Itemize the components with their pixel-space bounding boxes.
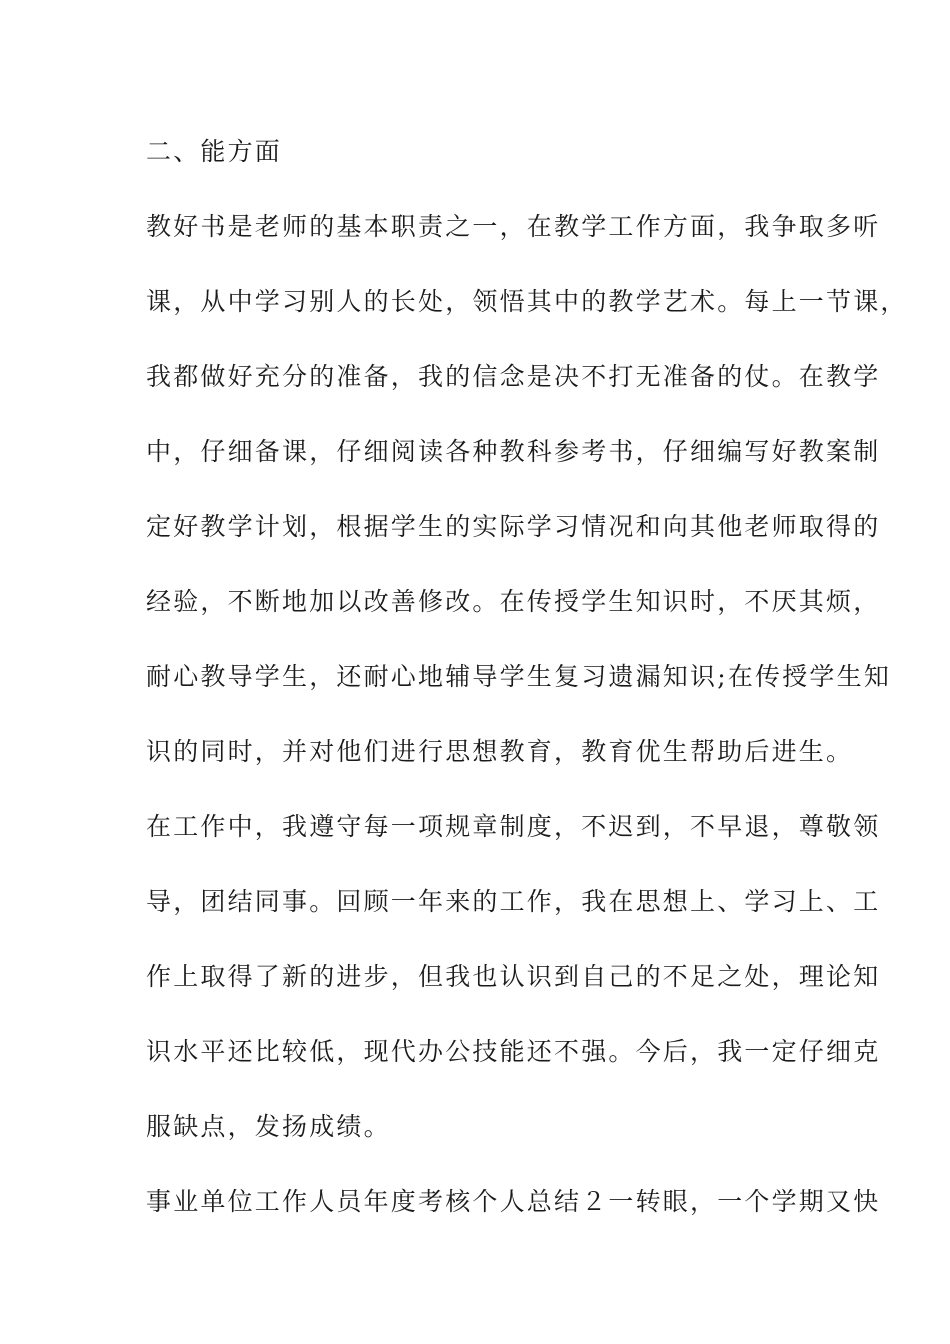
text-line: 识的同时，并对他们进行思想教育，教育优生帮助后进生。 [146,737,854,766]
text-line: 定好教学计划，根据学生的实际学习情况和向其他老师取得的 [146,512,881,541]
text-line: 服缺点，发扬成绩。 [146,1112,391,1141]
text-line: 课，从中学习别人的长处，领悟其中的教学艺术。每上一节课， [146,287,908,316]
text-line: 教好书是老师的基本职责之一，在教学工作方面，我争取多听 [146,212,881,241]
text-line: 在工作中，我遵守每一项规章制度，不迟到，不早退，尊敬领 [146,812,881,841]
text-line: 耐心教导学生，还耐心地辅导学生复习遗漏知识;在传授学生知 [146,662,892,691]
text-line: 经验，不断地加以改善修改。在传授学生知识时，不厌其烦， [146,587,881,616]
text-line: 导，团结同事。回顾一年来的工作，我在思想上、学习上、工 [146,887,881,916]
text-line: 事业单位工作人员年度考核个人总结２一转眼，一个学期又快 [146,1187,881,1216]
text-line: 识水平还比较低，现代办公技能还不强。今后，我一定仔细克 [146,1037,881,1066]
text-line: 中，仔细备课，仔细阅读各种教科参考书，仔细编写好教案制 [146,437,881,466]
text-line: 作上取得了新的进步，但我也认识到自己的不足之处，理论知 [146,962,881,991]
section-heading: 二、能方面 [146,137,283,166]
text-line: 我都做好充分的准备，我的信念是决不打无准备的仗。在教学 [146,362,881,391]
